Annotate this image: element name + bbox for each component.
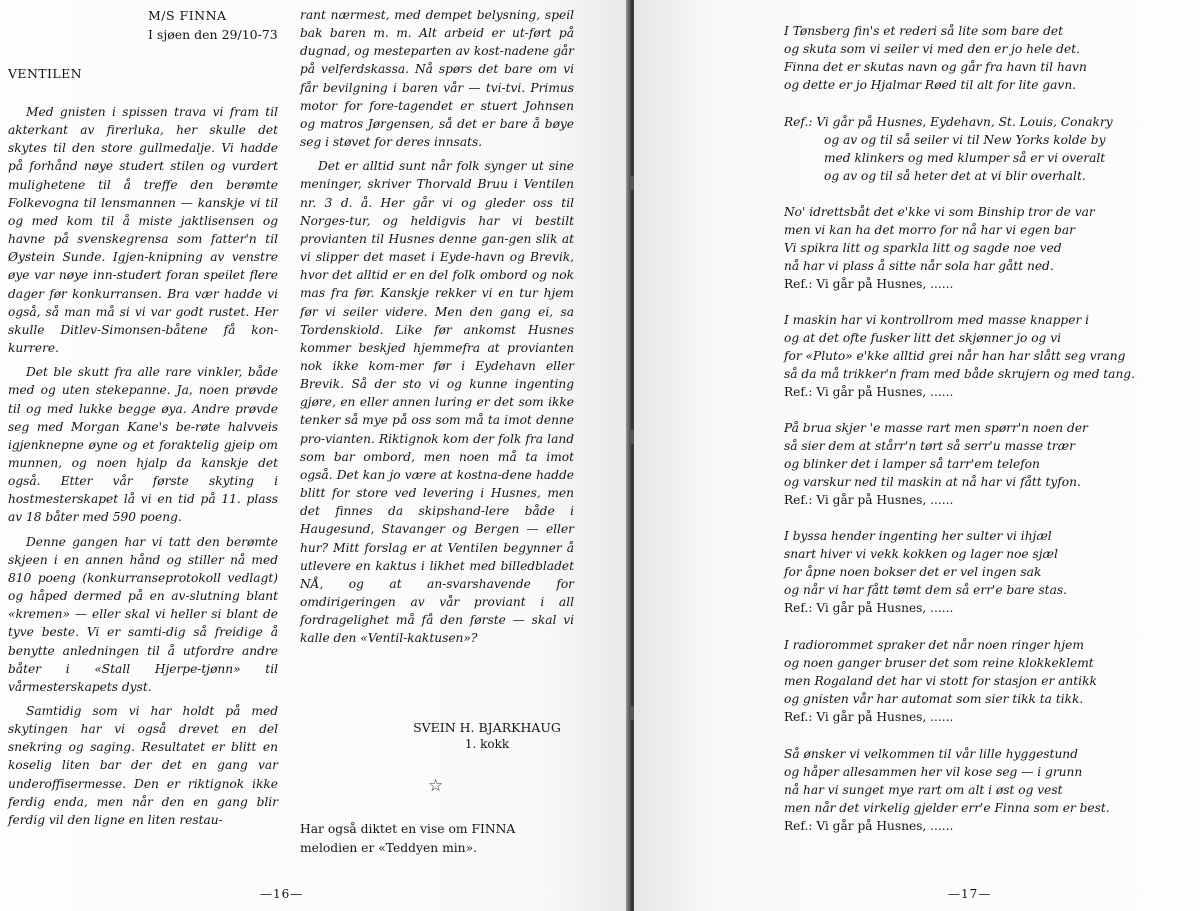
paragraph: Denne gangen har vi tatt den berømte skjeen i en annen hånd og stiller nå med 810 poeng (konkurranseprotokoll vedlagt) og håped dermed på en av-slutning blant «kremen» — eller skal vi heller si blant de tyve beste. Vi er samti-dig så freidige å benytte anledningen til å utfordre andre båter i «Stall Hjerpe-tjønn» til vårmesterskapets dyst. bbox=[8, 534, 278, 694]
stanza-line: med klinkers og med klumper så er vi overalt bbox=[824, 151, 1106, 166]
paragraph: rant nærmest, med dempet belysning, speil bak baren m. m. Alt arbeid er ut-ført på dugnad, og mesteparten av kost-nadene går på velferdskassa. Nå spørs det bare om vi får bevilgning i baren vår — tvi-tvi. Primus motor for fore-tagendet er stuert Johnsen og matros Jørgensen, så det er bare å bøye seg i støvet for deres innsats. bbox=[300, 8, 574, 150]
stanza-line: men Rogaland det har vi stott for stasjon er antikk bbox=[784, 674, 1097, 689]
star-icon: ☆ bbox=[428, 776, 444, 796]
stanza-line: Finna det er skutas navn og går fra havn til havn bbox=[784, 60, 1087, 75]
stanza-line: og skuta som vi seiler vi med den er jo hele det. bbox=[784, 42, 1080, 57]
stanza-line: Ref.: Vi går på Husnes, ...... bbox=[784, 385, 954, 400]
song-stanza bbox=[784, 113, 1113, 185]
stanza-line: og noen ganger bruser det som reine klokkeklemt bbox=[784, 656, 1094, 671]
stanza-line: Ref.: Vi går på Husnes, ...... bbox=[784, 277, 954, 292]
stanza-line: Så ønsker vi velkommen til vår lille hyggestund bbox=[784, 747, 1078, 761]
letter-header bbox=[148, 6, 278, 44]
song-note-line: Har også diktet en vise om FINNA bbox=[300, 822, 516, 836]
stanza-line: så da må trikker'n fram med både skrujern og med tang. bbox=[784, 367, 1135, 382]
song-stanza bbox=[784, 745, 1110, 835]
song-stanza bbox=[784, 22, 1087, 94]
stanza-line: Ref.: Vi går på Husnes, ...... bbox=[784, 710, 954, 725]
section-title: VENTILEN bbox=[8, 66, 82, 81]
song-stanza bbox=[784, 527, 1067, 617]
stanza-line: men når det virkelig gjelder err'e Finna som er best. bbox=[784, 801, 1110, 816]
stanza-line: No' idrettsbåt det e'kke vi som Binship tror de var bbox=[784, 205, 1095, 219]
stanza-line: Ref.: Vi går på Husnes, ...... bbox=[784, 493, 954, 508]
song-note-line: melodien er «Teddyen min». bbox=[300, 841, 478, 855]
stanza-line: nå har vi plass å sitte når sola har gått ned. bbox=[784, 259, 1054, 274]
paragraph: Det er alltid sunt når folk synger ut sine meninger, skriver Thorvald Bruu i Ventilen nr. 3 d. å. Her går vi og gleder oss til Norges-tur, og heldigvis har vi bestilt provianten til Husnes denne gan-gen slik at vi slipper det maset i Eyde-havn og Brevik, hvor det alltid er en del folk ombord og nok mas fra før. Kanskje rekker vi en tur hjem før vi seiler videre. Men den gang ei, sa Tordenskiold. Like før ankomst Husnes kommer beskjed hjemmefra at provianten nok ikke kom-mer før i Eydehavn eller Brevik. Så der sto vi og kunne ingenting gjøre, en eller annen luring er det som ikke tenker så mye på oss som må ta imot denne pro-vianten. Riktignok kom der folk fra land som bar ombord, men noen må ta imot også. Det kan jo være at kostna-dene hadde blitt for store ved levering i Husnes, men det finnes da skipshand-lere både i Haugesund, Stavanger og Bergen — eller hur? Mitt forslag er at Ventilen begynner å utlevere en kaktus i likhet med billedbladet NÅ, og at an-svarshavende for omdirigeringen av vår proviant i all fordragelighet må få den første — skal vi kalle den «Ventil-kaktusen»? bbox=[300, 159, 574, 646]
stanza-line: og at det ofte fusker litt det skjønner jo og vi bbox=[784, 331, 1061, 346]
stanza-line: og gnisten vår har automat som sier tikk ta tikk. bbox=[784, 692, 1084, 707]
stanza-line: nå har vi sunget mye rart om alt i øst og vest bbox=[784, 783, 1063, 798]
paragraph: Det ble skutt fra alle rare vinkler, både med og uten stekepanne. Ja, noen prøvde til og med lukke begge øya. Andre prøvde seg med Morgan Kane's be-røte halvveis igjenknepne øyne og et foraktelig gjeip om munnen, og noen hjalp da kanskje det også. Etter vår første skyting i hostmesterskapet lå vi en tid på 11. plass av 18 båter med 590 poeng. bbox=[8, 365, 278, 525]
song-stanza bbox=[784, 311, 1135, 401]
stanza-line: I Tønsberg fin's et rederi så lite som bare det bbox=[784, 24, 1064, 38]
stanza-line: og av og til så seiler vi til New Yorks kolde by bbox=[824, 133, 1106, 148]
paragraph: Samtidig som vi har holdt på med skytingen har vi også drevet en del snekring og saging. Resultatet er blitt en koselig liten bar der det en gang var underoffisermesse. Den er riktignok ikke ferdig enda, men når den en gang blir ferdig vil den ligne en liten restau- bbox=[8, 704, 278, 827]
stanza-line: og dette er jo Hjalmar Røed til alt for lite gavn. bbox=[784, 78, 1077, 93]
signature-name: SVEIN H. BJARKHAUG bbox=[413, 720, 561, 735]
song-stanza bbox=[784, 636, 1097, 726]
stanza-line: snart hiver vi vekk kokken og lager noe sjæl bbox=[784, 547, 1058, 562]
stanza-line: I radiorommet spraker det når noen ringer hjem bbox=[784, 638, 1084, 652]
stanza-line: så sier dem at stårr'n tørt så serr'u masse trær bbox=[784, 439, 1075, 454]
stanza-line: for åpne noen bokser det er vel ingen sak bbox=[784, 565, 1042, 580]
ship-name: M/S FINNA bbox=[148, 8, 227, 23]
stanza-line: Vi spikra litt og sparkla litt og sagde noe ved bbox=[784, 241, 1062, 256]
stanza-line: Ref.: Vi går på Husnes, ...... bbox=[784, 819, 954, 834]
stanza-line: for «Pluto» e'kke alltid grei når han har slått seg vrang bbox=[784, 349, 1126, 364]
stanza-line: og varskur ned til maskin at nå har vi fått tyfon. bbox=[784, 475, 1081, 490]
stanza-line: og håper allesammen her vil kose seg — i grunn bbox=[784, 765, 1083, 780]
header-date: I sjøen den 29/10-73 bbox=[148, 27, 278, 42]
stanza-line: og når vi har fått tømt dem så err'e bare stas. bbox=[784, 583, 1067, 598]
signature bbox=[392, 720, 582, 751]
article-column-2 bbox=[300, 6, 574, 647]
stanza-line: Ref.: Vi går på Husnes, ...... bbox=[784, 601, 954, 616]
article-column-1 bbox=[8, 103, 278, 829]
stanza-line: men vi kan ha det morro for nå har vi egen bar bbox=[784, 223, 1075, 238]
page-number: —17— bbox=[948, 887, 992, 901]
paragraph: Med gnisten i spissen trava vi fram til akterkant av firerluka, her skulle det skytes til den store gullmedalje. Vi hadde på forhånd nøye studert stilen og vurdert mulighetene til å treffe den berømte Folkevogna til lensmannen — kanskje vi til og med kom til å miste jaktlisensen og havne på svenskegrensa som fatter'n til Øystein Sunde. Igjen-knipning av venstre øye var nøye inn-studert foran speilet flere dager før konkurransen. Bra vær hadde vi også, så man må si vi var godt rustet. Her skulle Ditlev-Simonsen-båtene få kon-kurrere. bbox=[8, 105, 278, 356]
song-note bbox=[300, 820, 580, 858]
song-stanza bbox=[784, 203, 1095, 293]
stanza-line: og blinker det i lamper så tarr'em telefon bbox=[784, 457, 1040, 472]
right-page bbox=[634, 0, 1200, 911]
signature-role: 1. kokk bbox=[464, 737, 510, 751]
page-number: —16— bbox=[260, 887, 304, 901]
stanza-line: På brua skjer 'e masse rart men spørr'n noen der bbox=[784, 421, 1088, 435]
song-stanza bbox=[784, 419, 1088, 509]
stanza-line: I byssa hender ingenting her sulter vi ihjæl bbox=[784, 529, 1052, 543]
stanza-line: Ref.: Vi går på Husnes, Eydehavn, St. Louis, Conakry bbox=[784, 115, 1113, 129]
stanza-line: I maskin har vi kontrollrom med masse knapper i bbox=[784, 313, 1090, 327]
stanza-line: og av og til så heter det at vi blir overhalt. bbox=[824, 169, 1086, 184]
